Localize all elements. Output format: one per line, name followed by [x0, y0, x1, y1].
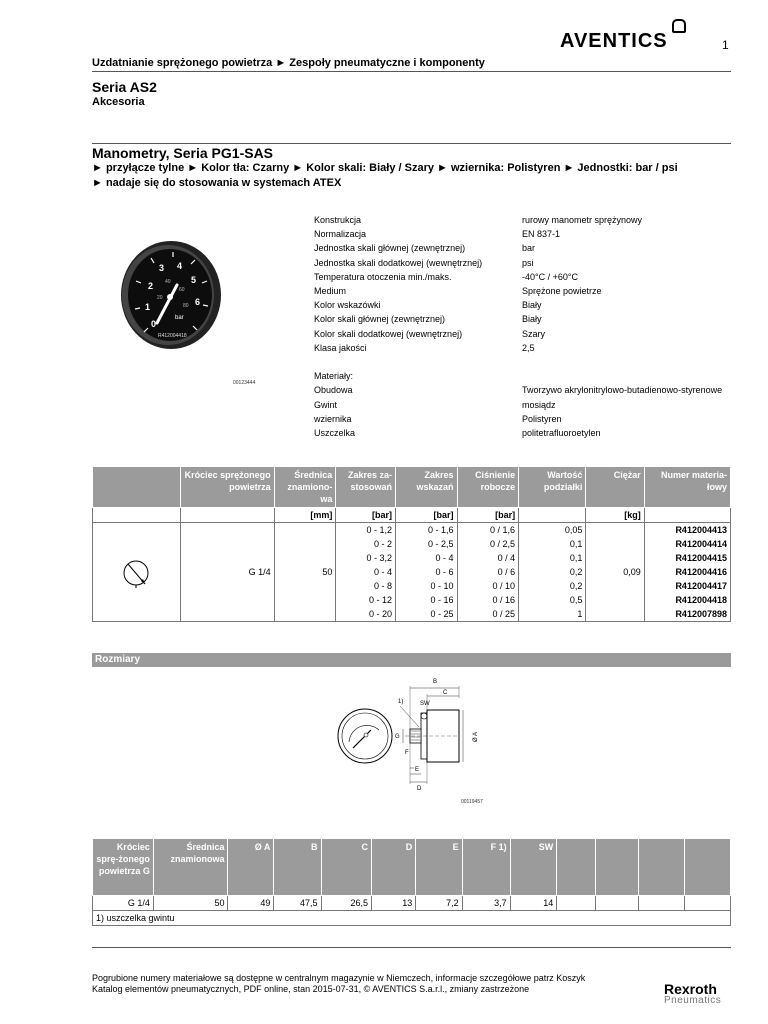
table-cell: 7,2: [416, 896, 462, 911]
table-cell: 0 - 12: [336, 593, 396, 607]
divider: [92, 71, 731, 72]
table-cell: 0 - 16: [396, 593, 458, 607]
column-header: Ciśnienie robocze: [457, 467, 519, 508]
table-cell: 0 - 3,2: [336, 551, 396, 565]
material-label: Gwint: [314, 399, 338, 410]
svg-text:1: 1: [145, 302, 151, 312]
table-cell: 0 - 2,5: [396, 537, 458, 551]
aventics-logo: AVENTICS: [560, 30, 668, 52]
table-cell: 0,09: [586, 523, 644, 622]
gauge-image: [113, 233, 228, 353]
series-subtitle: Akcesoria: [92, 96, 145, 108]
breadcrumb: Uzdatnianie sprężonego powietrza ► Zespoły pneumatyczne i komponenty: [92, 57, 485, 69]
table-cell: R412004414: [644, 537, 730, 551]
column-header: Króciec sprężonego powietrza: [180, 467, 274, 508]
table-cell: 13: [372, 896, 416, 911]
table-cell: [684, 896, 730, 911]
table-cell: 0 / 1,6: [457, 523, 519, 538]
spec-label: Normalizacja: [314, 229, 367, 240]
unit-cell: [bar]: [457, 508, 519, 523]
table-cell: 0 / 25: [457, 607, 519, 622]
rexroth-logo: Rexroth: [664, 981, 717, 997]
table-cell: R412004416: [644, 565, 730, 579]
material-value: politetrafluoroetylen: [522, 428, 601, 438]
svg-text:3: 3: [159, 263, 165, 273]
svg-text:60: 60: [179, 287, 185, 293]
table-cell: 50: [274, 523, 336, 622]
aventics-logo-mark-icon: [672, 19, 686, 33]
image-reference: 00123444: [233, 380, 256, 386]
svg-text:40: 40: [165, 279, 171, 285]
footer-line: Pogrubione numery materiałowe są dostępne w centralnym magazynie w Niemczech, informacje szczegółowe patrz Koszyk: [92, 973, 586, 983]
table-cell: R412004413: [644, 523, 730, 538]
table-cell: 49: [228, 896, 274, 911]
dim-label-f: F: [405, 750, 409, 756]
svg-text:6: 6: [195, 297, 201, 307]
spec-label: Kolor wskazówki: [314, 300, 381, 311]
spec-label: Temperatura otoczenia min./maks.: [314, 271, 452, 282]
spec-value: Szary: [522, 328, 546, 339]
spec-value: bar: [522, 243, 536, 254]
table-row: [93, 523, 731, 538]
table-cell: R412004418: [644, 593, 730, 607]
svg-text:20: 20: [157, 295, 163, 301]
column-header: Średnica znamionowa: [153, 839, 228, 896]
unit-cell: [kg]: [586, 508, 644, 523]
material-label: Obudowa: [314, 385, 353, 396]
table-cell: 0 / 16: [457, 593, 519, 607]
features-line: ► przyłącze tylne ► Kolor tła: Czarny ► Kolor skali: Biały / Szary ► wziernika: Polistyren ► Jednostki: bar / psi: [92, 162, 678, 174]
column-header: F 1): [462, 839, 510, 896]
column-header: Ø A: [228, 839, 274, 896]
table-cell: 0 / 10: [457, 579, 519, 593]
material-value: Polistyren: [522, 413, 562, 424]
table-cell: 1: [519, 607, 586, 622]
table-cell: 0 - 10: [396, 579, 458, 593]
dim-label-d: D: [417, 786, 422, 792]
spec-value: rurowy manometr sprężynowy: [522, 215, 643, 225]
section-header-dimensions: Rozmiary: [92, 653, 731, 667]
table-cell: 0,2: [519, 565, 586, 579]
table-cell: [93, 523, 181, 622]
spec-label: Medium: [314, 286, 347, 296]
product-features: [92, 161, 732, 191]
series-title: Seria AS2: [92, 79, 157, 95]
footer-line: Katalog elementów pneumatycznych, PDF online, stan 2015-07-31, © AVENTICS S.a.r.l., zmiany zastrzeżone: [92, 984, 530, 994]
table-cell: 26,5: [321, 896, 371, 911]
spec-label: Konstrukcja: [314, 215, 362, 225]
table-cell: 0 - 20: [336, 607, 396, 622]
dim-label-g: G: [395, 734, 400, 740]
table-row: [93, 896, 731, 911]
dim-label-e: E: [415, 767, 420, 773]
column-header: Zakres za-stosowań: [336, 467, 396, 508]
features-line: ► nadaje się do stosowania w systemach ATEX: [92, 177, 342, 189]
svg-text:2: 2: [148, 281, 154, 291]
table-cell: 0 - 2: [336, 537, 396, 551]
dim-label-sw: SW: [420, 701, 430, 707]
divider: [92, 143, 731, 144]
table-cell: [557, 896, 596, 911]
spec-value: Sprężone powietrze: [522, 286, 602, 296]
product-table: [92, 466, 731, 622]
unit-cell: [93, 508, 181, 523]
material-label: Uszczelka: [314, 428, 356, 438]
column-header: E: [416, 839, 462, 896]
svg-text:4: 4: [177, 261, 183, 271]
spec-value: -40°C / +60°C: [522, 271, 578, 282]
column-header: Numer materia-łowy: [644, 467, 730, 508]
product-title: Manometry, Seria PG1-SAS: [92, 145, 274, 161]
table-cell: 47,5: [274, 896, 321, 911]
spec-value: Biały: [522, 300, 542, 311]
table-cell: G 1/4: [180, 523, 274, 622]
unit-cell: [bar]: [396, 508, 458, 523]
table-cell: [595, 896, 638, 911]
table-cell: 0 / 4: [457, 551, 519, 565]
unit-cell: [644, 508, 730, 523]
svg-text:5: 5: [191, 275, 197, 285]
column-header: Wartość podziałki: [519, 467, 586, 508]
dim-label-c: C: [443, 690, 448, 696]
column-header: Króciec sprę-żonego powietrza G: [93, 839, 154, 896]
spec-value: Biały: [522, 314, 542, 325]
page-number: 1: [722, 38, 729, 52]
table-cell: G 1/4: [93, 896, 154, 911]
column-header: [93, 467, 181, 508]
column-header: D: [372, 839, 416, 896]
unit-cell: [180, 508, 274, 523]
svg-text:80: 80: [183, 303, 189, 309]
spec-label: Jednostka skali dodatkowej (wewnętrznej): [314, 257, 483, 268]
table-cell: 0,2: [519, 579, 586, 593]
spec-label: Kolor skali dodatkowej (wewnętrznej): [314, 328, 463, 339]
divider: [92, 947, 731, 948]
column-header: Ciężar: [586, 467, 644, 508]
dimension-drawing: [335, 672, 505, 798]
table-cell: 3,7: [462, 896, 510, 911]
column-header: SW: [510, 839, 557, 896]
table-cell: 0 / 2,5: [457, 537, 519, 551]
table-cell: 0,5: [519, 593, 586, 607]
table-cell: 0 - 1,2: [336, 523, 396, 538]
table-cell: 0 - 4: [396, 551, 458, 565]
dimensions-table: [92, 838, 731, 926]
unit-cell: [519, 508, 586, 523]
table-cell: 0 - 1,6: [396, 523, 458, 538]
footnote: 1) uszczelka gwintu: [93, 911, 731, 926]
column-header: Zakres wskazań: [396, 467, 458, 508]
unit-cell: [mm]: [274, 508, 336, 523]
table-cell: R412004415: [644, 551, 730, 565]
column-header: [638, 839, 684, 896]
column-header: B: [274, 839, 321, 896]
spec-value: psi: [522, 257, 534, 268]
material-label: wziernika: [314, 413, 352, 424]
spec-label: Kolor skali głównej (zewnętrznej): [314, 314, 446, 325]
spec-value: 2,5: [522, 342, 535, 353]
materials-heading-label: Materiały:: [314, 371, 354, 382]
rexroth-pneumatics: Pneumatics: [664, 995, 722, 1006]
spec-value: EN 837-1: [522, 229, 561, 240]
dim-label-oa: Ø A: [473, 731, 479, 742]
table-cell: [638, 896, 684, 911]
column-header: [557, 839, 596, 896]
footer-text: [92, 973, 632, 995]
table-cell: 50: [153, 896, 228, 911]
table-cell: 0 - 4: [336, 565, 396, 579]
material-value: Tworzywo akrylonitrylowo-butadienowo-styrenowe: [522, 385, 723, 396]
column-header: C: [321, 839, 371, 896]
gauge-label: R412004418: [158, 333, 187, 339]
table-cell: 0 - 6: [396, 565, 458, 579]
gauge-symbol-icon: [119, 554, 153, 588]
svg-text:bar: bar: [175, 315, 184, 321]
column-header: Średnica znamiono-wa: [274, 467, 336, 508]
spec-label: Klasa jakości: [314, 342, 367, 353]
table-cell: 0 - 25: [396, 607, 458, 622]
column-header: [595, 839, 638, 896]
table-cell: R412004417: [644, 579, 730, 593]
dim-label-b: B: [433, 679, 438, 685]
table-cell: 0,1: [519, 537, 586, 551]
material-value: mosiądz: [522, 399, 556, 410]
table-cell: 0,05: [519, 523, 586, 538]
spec-label: Jednostka skali głównej (zewnętrznej): [314, 243, 466, 254]
column-header: [684, 839, 730, 896]
dim-label-footnote: 1): [398, 699, 404, 705]
table-cell: R412007898: [644, 607, 730, 622]
table-cell: 0 / 6: [457, 565, 519, 579]
unit-cell: [bar]: [336, 508, 396, 523]
table-cell: 0,1: [519, 551, 586, 565]
table-cell: 14: [510, 896, 557, 911]
svg-text:0: 0: [151, 319, 157, 329]
table-cell: 0 - 8: [336, 579, 396, 593]
drawing-reference: 00119457: [461, 799, 483, 805]
